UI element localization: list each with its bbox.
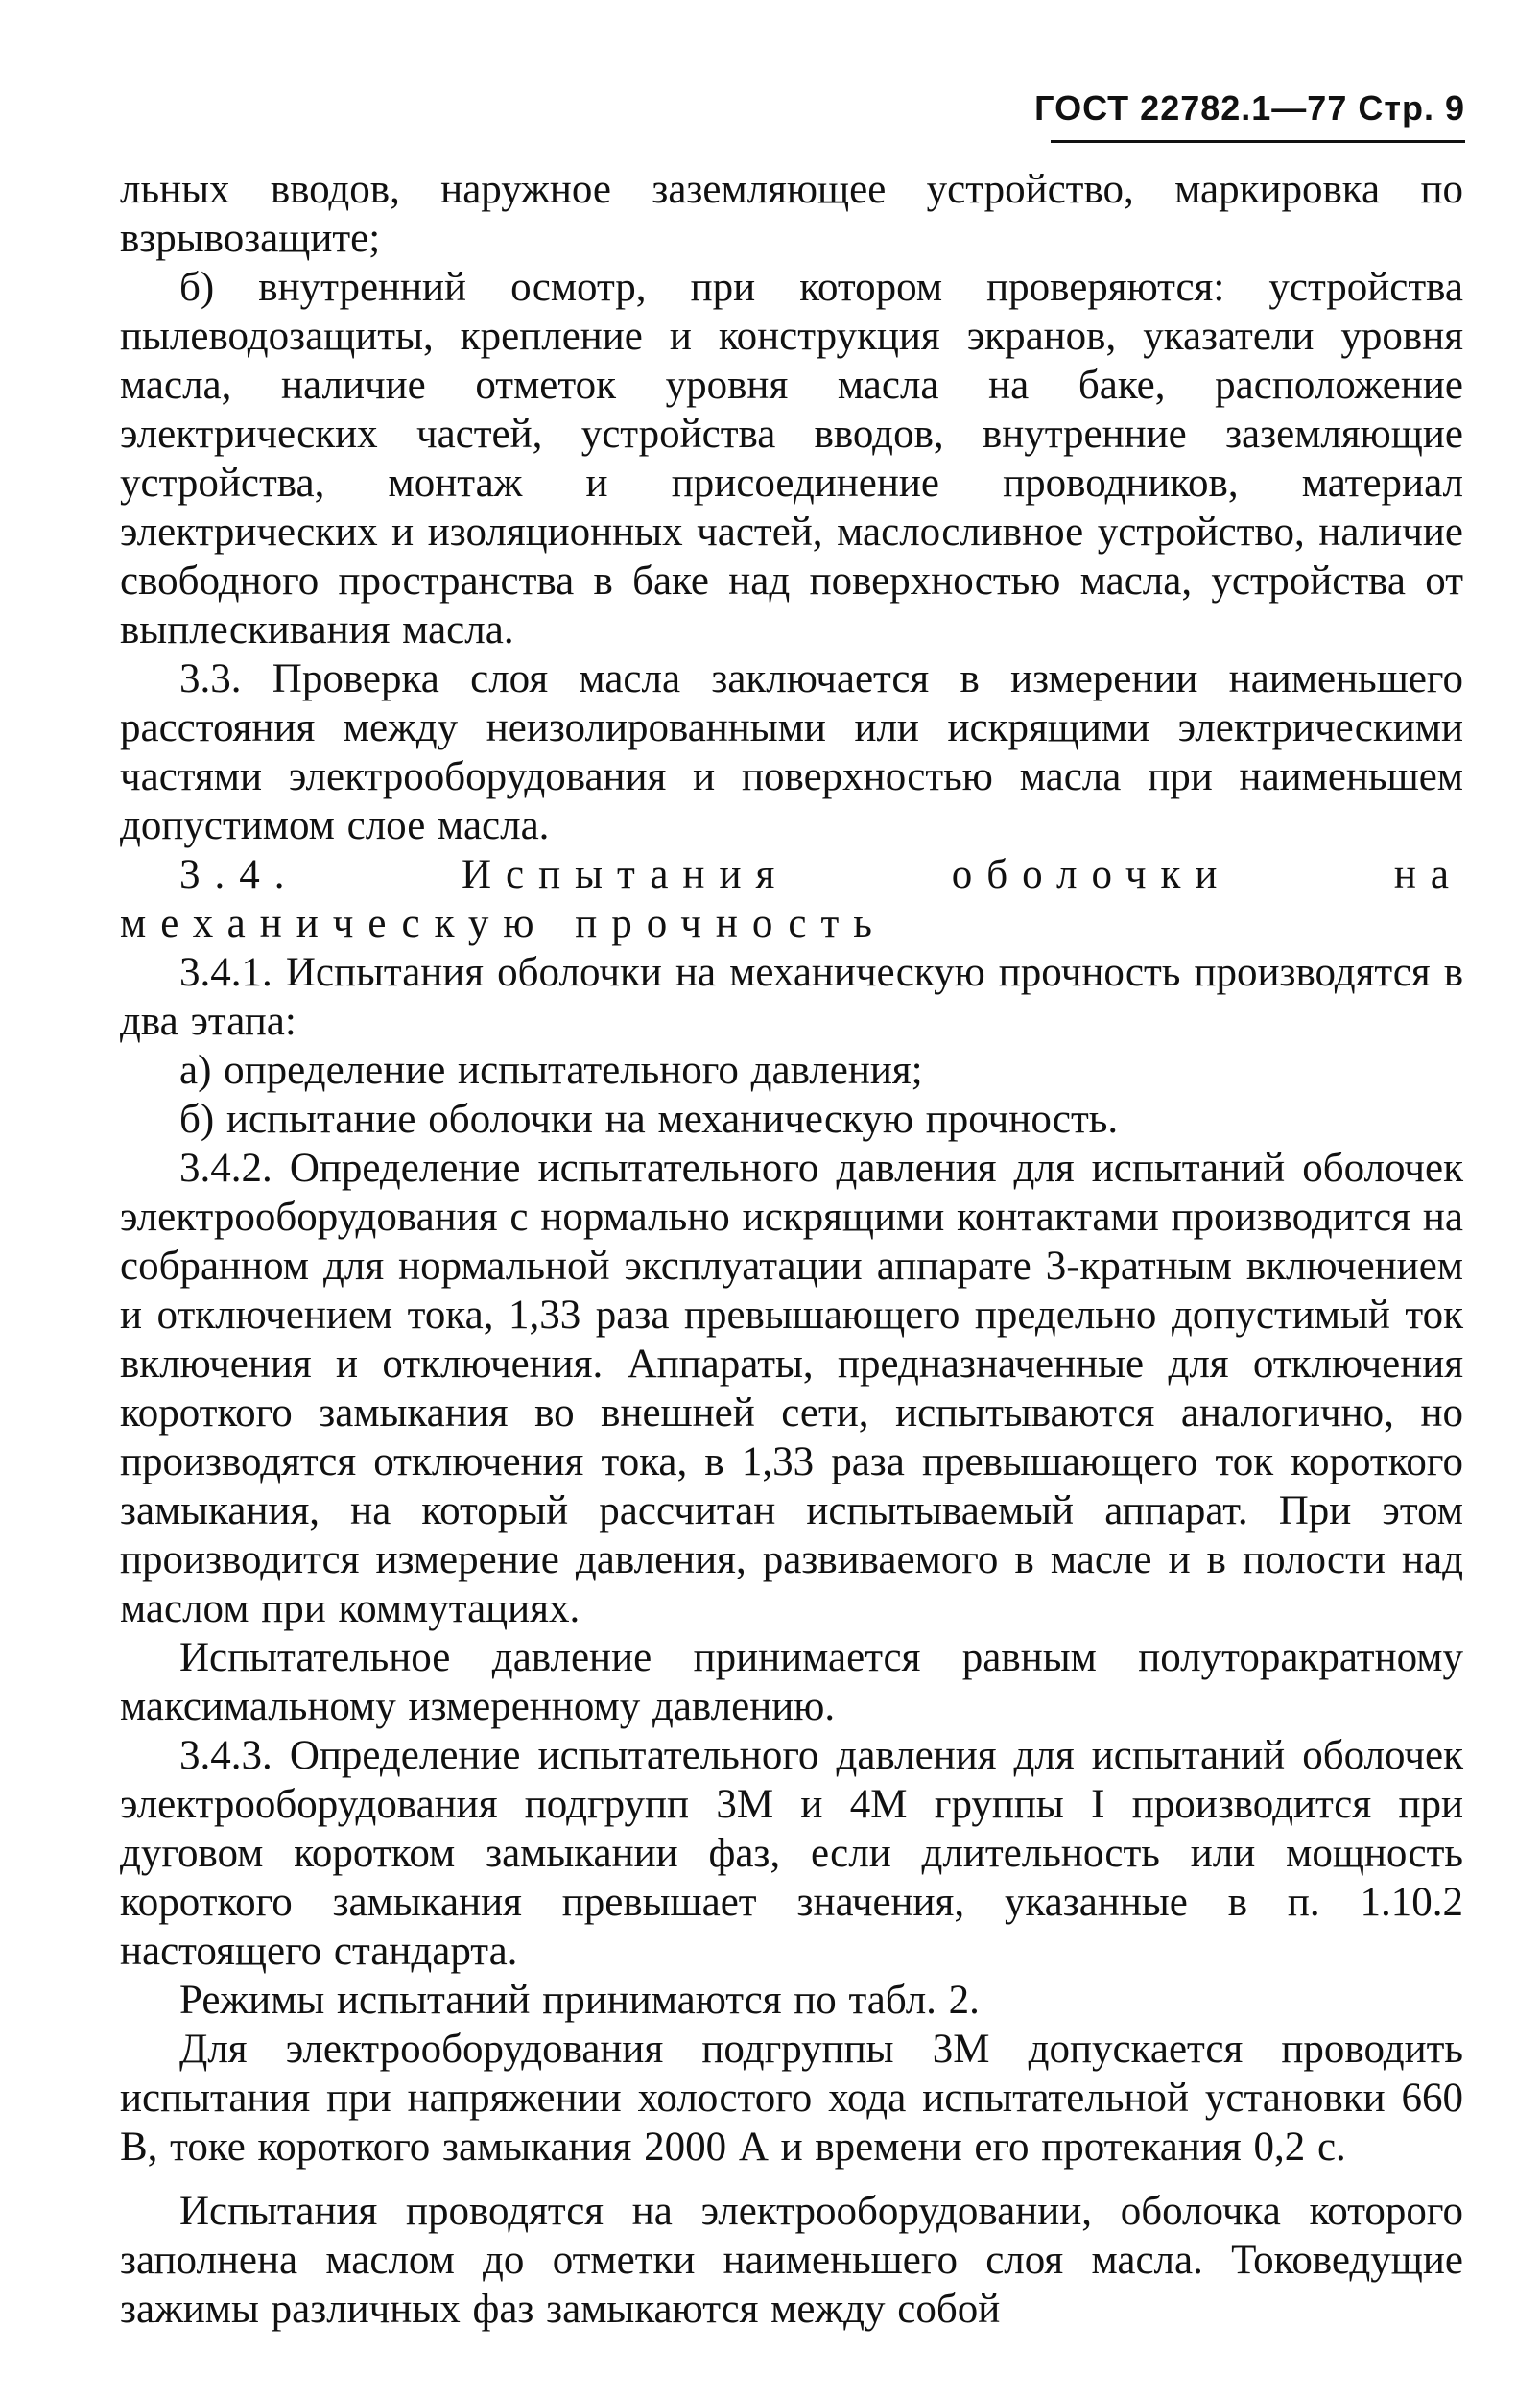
paragraph-11: Режимы испытаний принимаются по табл. 2. — [179, 1978, 980, 2023]
paragraph-7: б) испытание оболочки на механическую прочность. — [179, 1097, 1119, 1142]
paragraph-10: 3.4.3. Определение испытательного давления для испытаний оболочек электрооборудования подгрупп 3М и 4М группы I производится при дуговом коротком замыкании фаз, если длительность или мощность короткого замыкания превышает значения, указанные в п. 1.10.2 настоящего стандарта. — [120, 1733, 1463, 1974]
paragraph-3: 3.3. Проверка слоя масла заключается в измерении наименьшего расстояния между неизолированными или искрящими электрическими частями электрооборудования и поверхностью масла при наименьшем допустимом слое масла. — [120, 656, 1463, 848]
header-text: ГОСТ 22782.1—77 Стр. 9 — [1034, 88, 1465, 128]
page-header — [1034, 88, 1465, 146]
header-rule — [1051, 140, 1465, 143]
paragraph-2: б) внутренний осмотр, при котором проверяются: устройства пылеводозащиты, крепление и конструкция экранов, указатели уровня масла, наличие отметок уровня масла на баке, расположение электрических частей, устройства вводов, внутренние заземляющие устройства, монтаж и присоединение проводников, материал электрических и изоляционных частей, маслосливное устройство, наличие свободного пространства в баке над поверхностью масла, устройства от выплескивания масла. — [120, 265, 1463, 653]
paragraph-8: 3.4.2. Определение испытательного давления для испытаний оболочек электрооборудования с нормально искрящими контактами производится на собранном для нормальной эксплуатации аппарате 3-кратным включением и отключением тока, 1,33 раза превышающего предельно допустимый ток включения и отключения. Аппараты, предназначенные для отключения короткого замыкания во внешней сети, испытываются аналогично, но производятся отключения тока, в 1,33 раза превышающего ток короткого замыкания, на который рассчитан испытываемый аппарат. При этом производится измерение давления, развиваемого в масле и в полости над маслом при коммутациях. — [120, 1146, 1463, 1631]
paragraph-1: льных вводов, наружное заземляющее устройство, маркировка по взрывозащите; — [120, 167, 1463, 261]
paragraph-12: Для электрооборудования подгруппы 3М допускается проводить испытания при напряжении холостого хода испытательной установки 660 В, токе короткого замыкания 2000 А и времени его протекания 0,2 с. — [120, 2027, 1463, 2170]
section-heading-3-4: 3.4. Испытания оболочки на механическую прочность — [120, 852, 1463, 946]
paragraph-6: а) определение испытательного давления; — [179, 1048, 923, 1093]
paragraph-5: 3.4.1. Испытания оболочки на механическую прочность производятся в два этапа: — [120, 950, 1463, 1044]
paragraph-9: Испытательное давление принимается равным полуторакратному максимальному измеренному давлению. — [120, 1635, 1463, 1729]
paragraph-13: Испытания проводятся на электрооборудовании, оболочка которого заполнена маслом до отметки наименьшего слоя масла. Токоведущие зажимы различных фаз замыкаются между собой — [120, 2189, 1463, 2332]
page-body — [120, 165, 1463, 2334]
